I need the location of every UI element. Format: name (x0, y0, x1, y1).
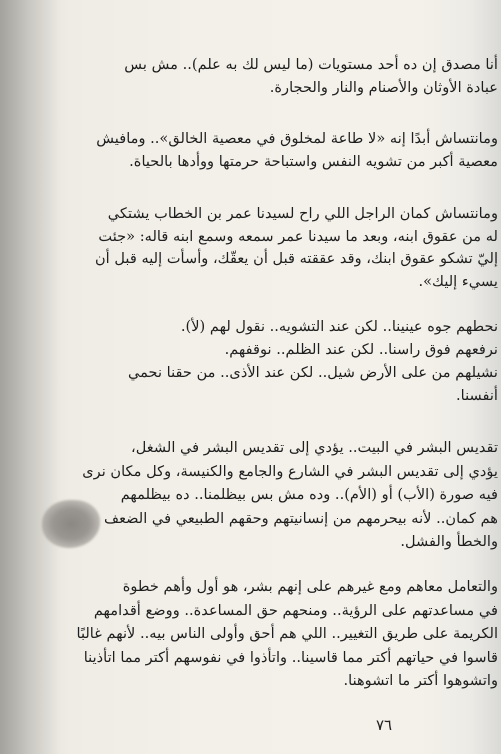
text-line: في مساعدتهم على الرؤية.. ومنحهم حق المساعدة.. ووضع أقدامهم (93, 601, 498, 619)
paragraph-6 (20, 575, 498, 693)
text-line: أنفسنا. (455, 387, 498, 404)
text-line: نرفعهم فوق راسنا.. لكن عند الظلم.. نوقفهم. (224, 341, 498, 358)
text-line: له من عقوق ابنه، وبعد ما سيدنا عمر سمعه وسمع ابنه قاله: «جئت (98, 227, 498, 245)
paragraph-3 (20, 203, 498, 293)
text-line: يسيء إليك». (418, 272, 498, 290)
text-line: ومانتساش أبدًا إنه «لا طاعة لمخلوق في معصية الخالق».. ومافيش (96, 130, 498, 147)
text-line: فيه صورة (الأب) أو (الأم).. وده مش بس بيظلمنا.. ده بيظلمهم (120, 486, 498, 503)
text-line: الكريمة على طريق التغيير.. اللي هم أحق وأولى الناس بيه.. لأنهم غالبًا (76, 625, 498, 642)
text-line: تقديس البشر في البيت.. يؤدي إلى تقديس البشر في الشغل، (131, 439, 498, 456)
text-line: أنا مصدق إن ده أحد مستويات (ما ليس لك به علم).. مش بس (124, 56, 498, 73)
text-line: قاسوا في حياتهم أكتر مما قاسينا.. واتأذوا في نفوسهم أكتر مما اتأذينا (83, 648, 498, 666)
paragraph-1 (20, 53, 498, 99)
text-line: ومانتساش كمان الراجل اللي راح لسيدنا عمر بن الخطاب يشتكي (107, 205, 498, 222)
paragraph-4 (20, 315, 498, 407)
text-line: نحطهم جوه عينينا.. لكن عند التشويه.. نقول لهم (لأ). (180, 318, 498, 335)
paragraph-2 (20, 127, 498, 173)
text-line: والتعامل معاهم ومع غيرهم على إنهم بشر، هو أول وأهم خطوة (122, 578, 498, 595)
page-number: ٧٦ (376, 716, 393, 734)
text-line: معصية أكبر من تشويه النفس واستباحة حرمتها ووأدها بالحياة. (129, 153, 498, 170)
text-line: يؤدي إلى تقديس البشر في الشارع والجامع والكنيسة، وكل مكان نرى (82, 462, 498, 480)
text-line: نشيلهم من على الأرض شيل.. لكن عند الأذى.. من حقنا نحمي (127, 364, 498, 381)
text-line: هم كمان.. لأنه بيحرمهم من إنسانيتهم وحقهم الطبيعي في الضعف (103, 509, 498, 527)
text-line: إليّ تشكو عقوق ابنك، وقد عققته قبل أن يعقّك، وأسأت إليه قبل أن (94, 250, 498, 267)
text-line: والخطأ والفشل. (400, 533, 498, 550)
text-line: عبادة الأوثان والأصنام والنار والحجارة. (269, 79, 498, 96)
text-line: واتشوهوا أكتر ما اتشوهنا. (343, 672, 498, 689)
